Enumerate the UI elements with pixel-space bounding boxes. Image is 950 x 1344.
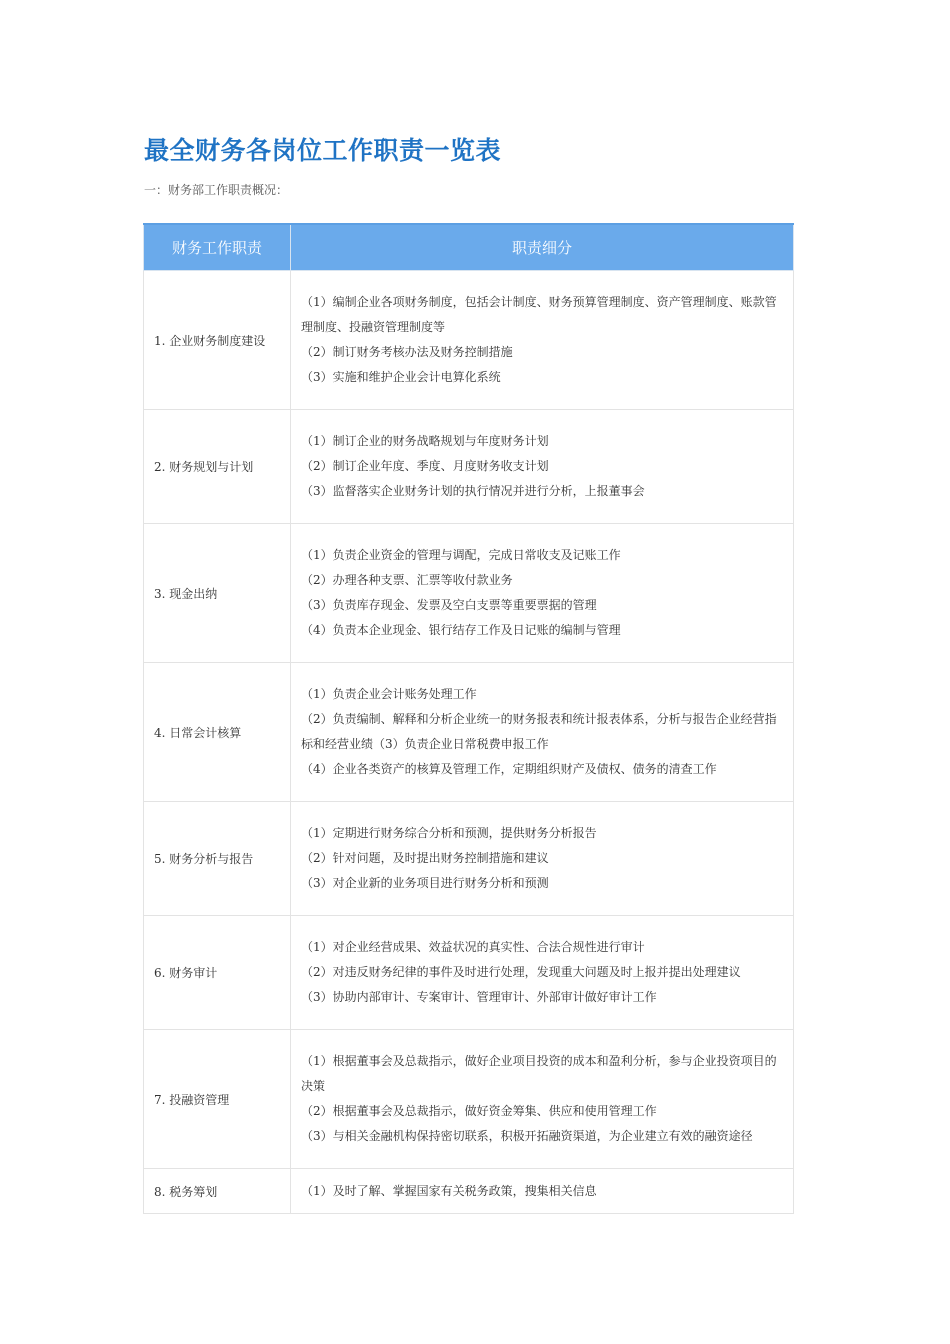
- detail-line: （3）对企业新的业务项目进行财务分析和预测: [301, 876, 549, 890]
- detail-cell: [291, 271, 794, 410]
- detail-cell: [291, 663, 794, 802]
- table-row: [144, 663, 794, 802]
- detail-line: （3）与相关金融机构保持密切联系，积极开拓融资渠道，为企业建立有效的融资途径: [301, 1129, 753, 1143]
- detail-line: （1）负责企业会计账务处理工作: [301, 687, 477, 701]
- detail-line: （3）监督落实企业财务计划的执行情况并进行分析，上报董事会: [301, 484, 645, 498]
- table-row: [144, 410, 794, 524]
- detail-line: （2）办理各种支票、汇票等收付款业务: [301, 573, 513, 587]
- detail-line: （2）根据董事会及总裁指示，做好资金筹集、供应和使用管理工作: [301, 1104, 657, 1118]
- detail-line: （2）制订财务考核办法及财务控制措施: [301, 345, 513, 359]
- detail-line: （1）对企业经营成果、效益状况的真实性、合法合规性进行审计: [301, 940, 645, 954]
- duty-table: [143, 223, 794, 1214]
- table-row: [144, 271, 794, 410]
- detail-cell: [291, 410, 794, 524]
- role-cell: 3. 现金出纳: [144, 524, 291, 663]
- detail-cell: [291, 1030, 794, 1169]
- role-cell: 4. 日常会计核算: [144, 663, 291, 802]
- detail-line: （1）及时了解、掌握国家有关税务政策，搜集相关信息: [301, 1183, 597, 1198]
- detail-cell: [291, 916, 794, 1030]
- detail-line: （2）负责编制、解释和分析企业统一的财务报表和统计报表体系，分析与报告企业经营指标和经营业绩（3）负责企业日常税费申报工作: [301, 712, 777, 751]
- detail-line: （3）协助内部审计、专案审计、管理审计、外部审计做好审计工作: [301, 990, 657, 1004]
- detail-cell: [291, 524, 794, 663]
- detail-line: （1）制订企业的财务战略规划与年度财务计划: [301, 434, 549, 448]
- table-row: [144, 916, 794, 1030]
- role-cell: 2. 财务规划与计划: [144, 410, 291, 524]
- table-row: [144, 524, 794, 663]
- detail-line: （2）针对问题，及时提出财务控制措施和建议: [301, 851, 549, 865]
- role-cell: 7. 投融资管理: [144, 1030, 291, 1169]
- detail-cell: [291, 1169, 794, 1214]
- role-cell: 1. 企业财务制度建设: [144, 271, 291, 410]
- table-header-row: [144, 224, 794, 271]
- detail-line: （1）根据董事会及总裁指示，做好企业项目投资的成本和盈利分析，参与企业投资项目的决策: [301, 1054, 777, 1093]
- table-row: [144, 802, 794, 916]
- detail-line: （2）对违反财务纪律的事件及时进行处理，发现重大问题及时上报并提出处理建议: [301, 965, 741, 979]
- detail-line: （4）负责本企业现金、银行结存工作及日记账的编制与管理: [301, 623, 621, 637]
- detail-line: （4）企业各类资产的核算及管理工作，定期组织财产及债权、债务的清查工作: [301, 762, 717, 776]
- section-subtitle: 一：财务部工作职责概况：: [144, 183, 289, 197]
- table-row: [144, 1030, 794, 1169]
- table-row: [144, 1169, 794, 1214]
- page-title: 最全财务各岗位工作职责一览表: [144, 136, 502, 165]
- detail-line: （1）编制企业各项财务制度，包括会计制度、财务预算管理制度、资产管理制度、账款管理制度、投融资管理制度等: [301, 295, 777, 334]
- detail-line: （2）制订企业年度、季度、月度财务收支计划: [301, 459, 549, 473]
- detail-line: （1）负责企业资金的管理与调配，完成日常收支及记账工作: [301, 548, 621, 562]
- role-cell: 5. 财务分析与报告: [144, 802, 291, 916]
- role-cell: 8. 税务筹划: [144, 1169, 291, 1214]
- header-detail: 职责细分: [291, 224, 794, 271]
- detail-line: （1）定期进行财务综合分析和预测，提供财务分析报告: [301, 826, 597, 840]
- detail-line: （3）负责库存现金、发票及空白支票等重要票据的管理: [301, 598, 597, 612]
- role-cell: 6. 财务审计: [144, 916, 291, 1030]
- header-role: 财务工作职责: [144, 224, 291, 271]
- detail-cell: [291, 802, 794, 916]
- detail-line: （3）实施和维护企业会计电算化系统: [301, 370, 501, 384]
